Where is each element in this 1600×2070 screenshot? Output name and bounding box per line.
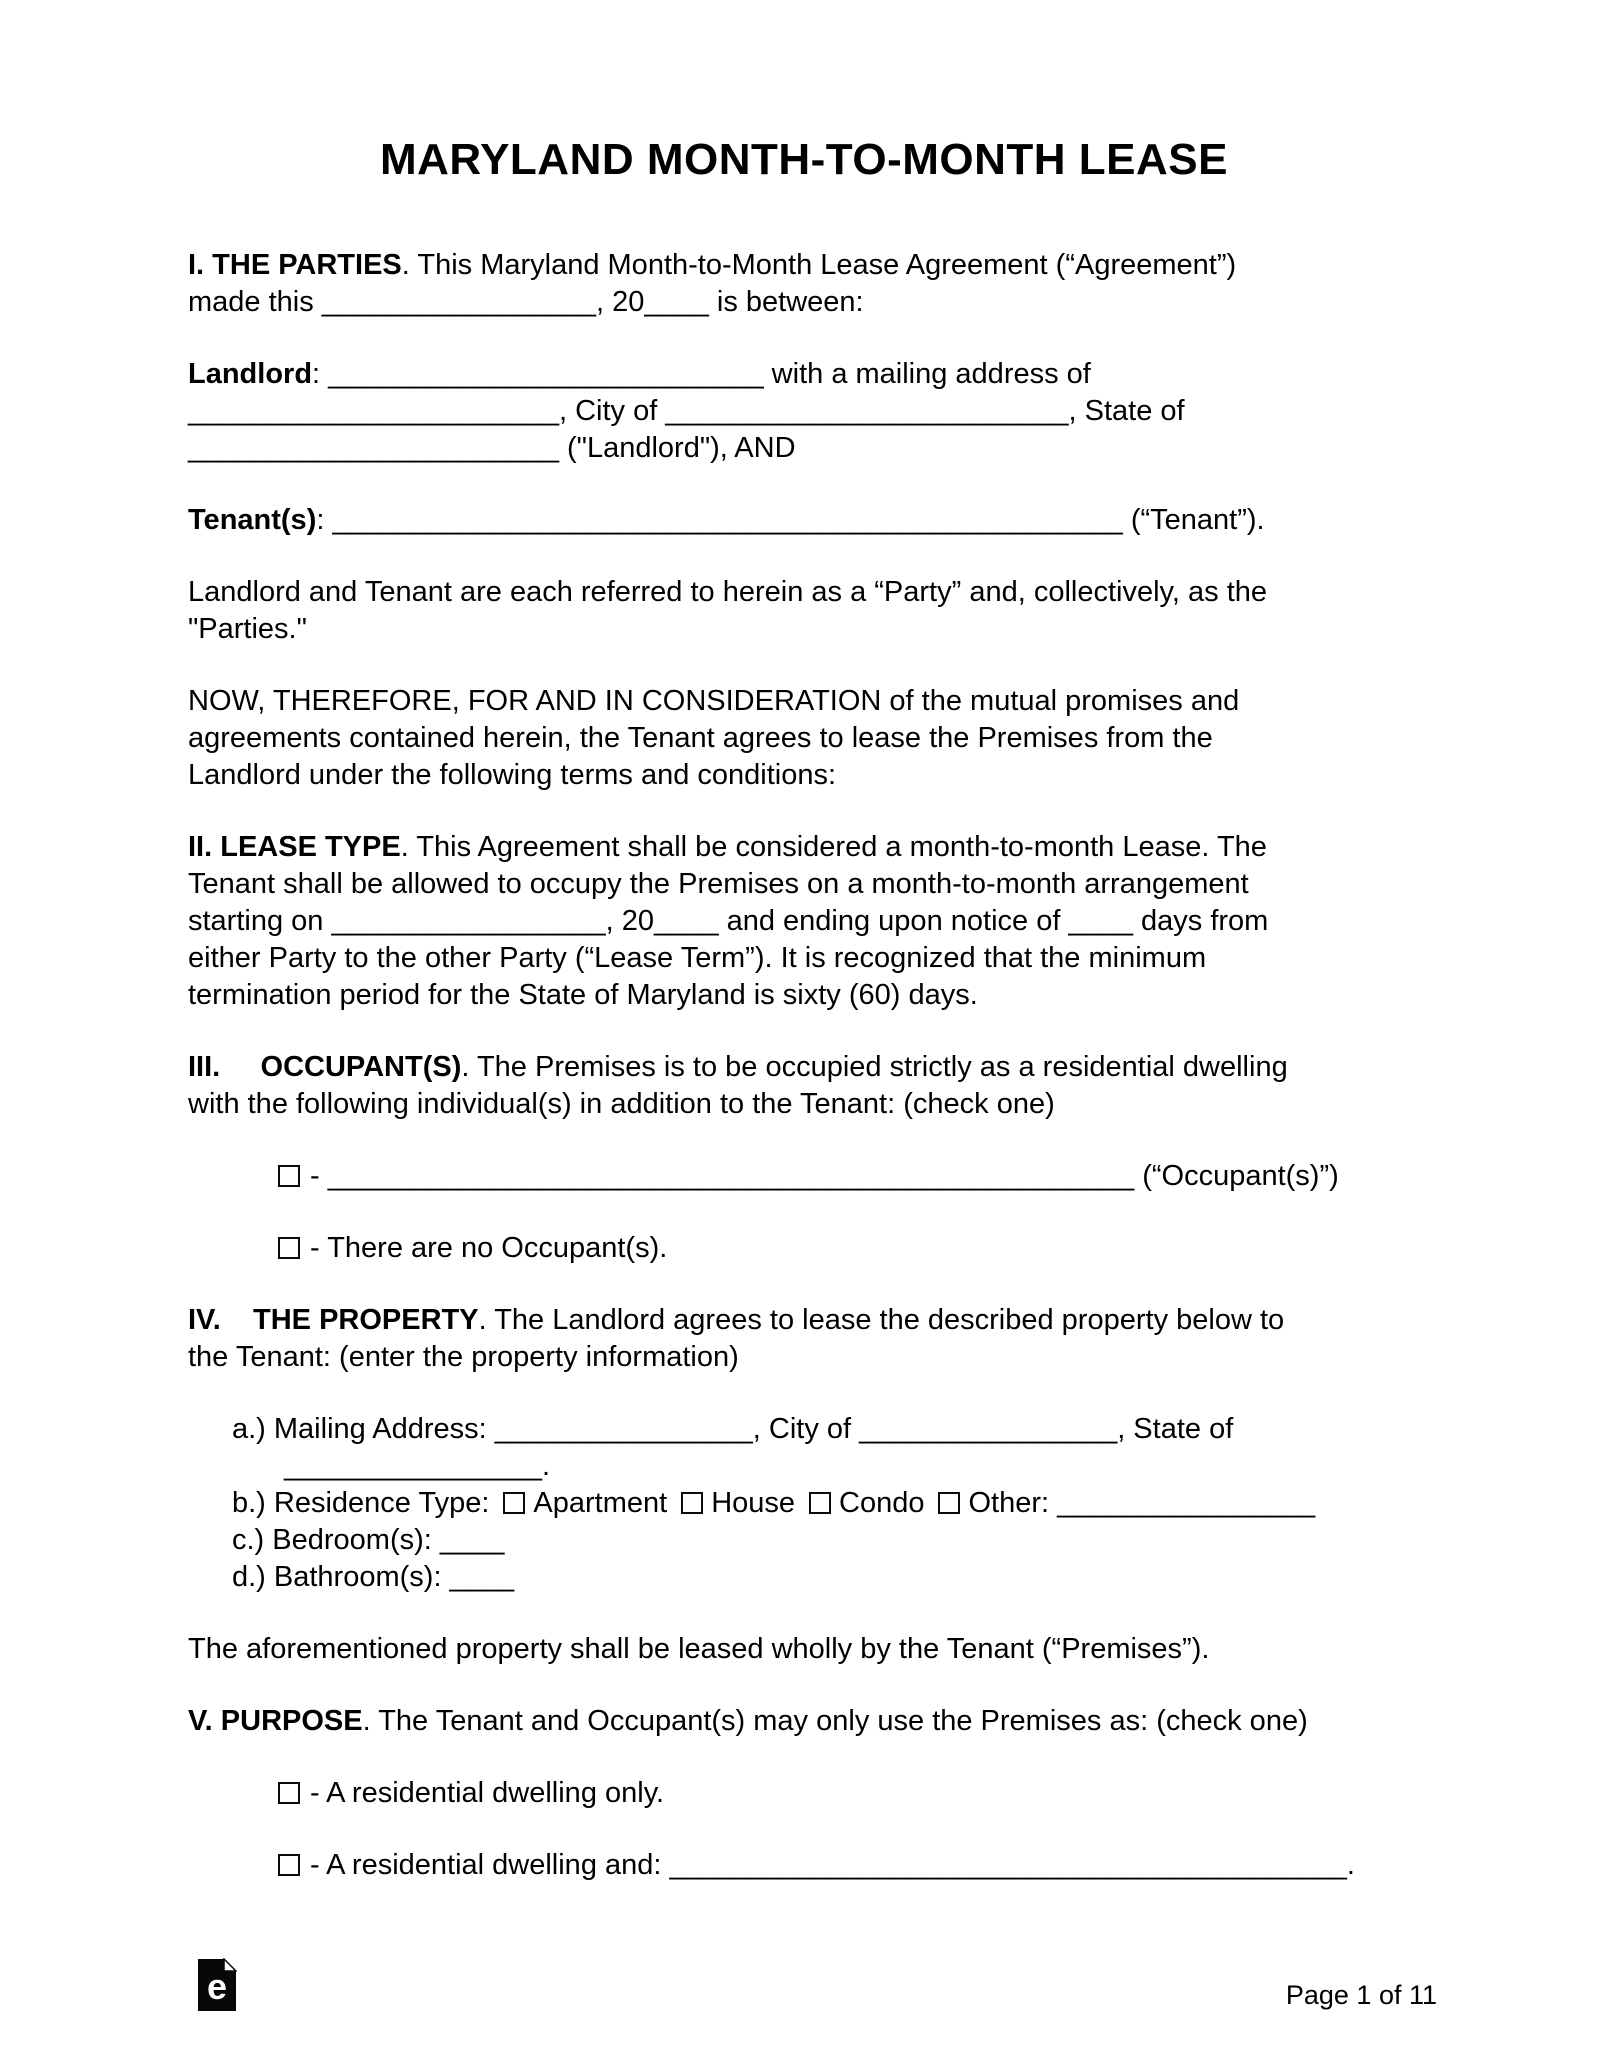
residential-and-checkbox[interactable] xyxy=(278,1854,300,1876)
residence-type-house-label: House xyxy=(711,1487,796,1519)
text-line: agreements contained herein, the Tenant agrees to lease the Premises from the xyxy=(188,722,1213,754)
section-heading: I. THE PARTIES xyxy=(188,249,402,281)
text-line: _______________________, City of _________________________, State of xyxy=(188,395,1185,427)
residential-and-text: - A residential dwelling and: __________________________________________. xyxy=(310,1849,1355,1881)
text-run: . This Maryland Month-to-Month Lease Agreement (“Agreement”) xyxy=(401,249,1237,281)
eforms-logo-icon xyxy=(197,1958,237,2012)
property-item-d: d.) Bathroom(s): ____ xyxy=(232,1561,515,1593)
property-item-a: a.) Mailing Address: ________________, City of ________________, State of xyxy=(232,1413,1234,1445)
parties-reference-paragraph xyxy=(188,574,1420,648)
section-heading: II. LEASE TYPE xyxy=(188,831,401,863)
residential-only-checkbox[interactable] xyxy=(278,1782,300,1804)
section-iv-the-property xyxy=(188,1302,1420,1376)
text-run: . The Tenant and Occupant(s) may only use the Premises as: (check one) xyxy=(362,1705,1308,1737)
section-v-purpose xyxy=(188,1703,1420,1740)
property-item-c: c.) Bedroom(s): ____ xyxy=(232,1524,505,1556)
no-occupants-text: - There are no Occupant(s). xyxy=(310,1232,668,1264)
text-line: Landlord under the following terms and conditions: xyxy=(188,759,837,791)
tenant-label: Tenant(s) xyxy=(188,504,317,536)
text-line: the Tenant: (enter the property information) xyxy=(188,1341,739,1373)
landlord-label: Landlord xyxy=(188,358,313,390)
section-heading: III. OCCUPANT(S) xyxy=(188,1051,462,1083)
residence-type-condo-label: Condo xyxy=(839,1487,925,1519)
text-line: NOW, THEREFORE, FOR AND IN CONSIDERATION of the mutual promises and xyxy=(188,685,1240,717)
text-line xyxy=(188,1703,1420,1740)
text-line: either Party to the other Party (“Lease Term”). It is recognized that the minimum xyxy=(188,942,1207,974)
text-line: made this _________________, 20____ is between: xyxy=(188,286,864,318)
property-item-b xyxy=(232,1485,1420,1522)
logo-letter: e xyxy=(207,1966,228,2007)
text-line xyxy=(188,1302,1420,1339)
text-run: . The Landlord agrees to lease the described property below to xyxy=(478,1304,1285,1336)
text-line xyxy=(188,356,1420,393)
text-run: : _________________________________________________ (“Tenant”). xyxy=(316,504,1265,536)
text-run: . This Agreement shall be considered a month-to-month Lease. The xyxy=(400,831,1267,863)
page-title: MARYLAND MONTH-TO-MONTH LEASE xyxy=(380,135,1228,184)
text-line: _______________________ ("Landlord"), AND xyxy=(188,432,796,464)
residence-type-apartment-label: Apartment xyxy=(533,1487,668,1519)
text-run: : ___________________________ with a mailing address of xyxy=(312,358,1091,390)
property-items xyxy=(232,1411,1420,1596)
section-i-the-parties xyxy=(188,247,1420,321)
residence-type-condo-checkbox[interactable] xyxy=(809,1492,831,1514)
text-line xyxy=(188,1049,1420,1086)
occupants-name-text: - __________________________________________________ (“Occupant(s)”) xyxy=(310,1160,1339,1192)
text-line: termination period for the State of Maryland is sixty (60) days. xyxy=(188,979,978,1011)
text-line: Tenant shall be allowed to occupy the Premises on a month-to-month arrangement xyxy=(188,868,1249,900)
property-item-a-continued: ________________. xyxy=(284,1450,551,1482)
residence-type-house-checkbox[interactable] xyxy=(681,1492,703,1514)
residential-only-text: - A residential dwelling only. xyxy=(310,1777,665,1809)
residence-type-label: b.) Residence Type: xyxy=(232,1487,490,1519)
occupants-name-option xyxy=(278,1158,1420,1195)
page-footer xyxy=(0,1958,1600,2012)
section-iii-occupants xyxy=(188,1049,1420,1123)
text-line: The aforementioned property shall be leased wholly by the Tenant (“Premises”). xyxy=(188,1633,1210,1665)
section-heading: IV. THE PROPERTY xyxy=(188,1304,479,1336)
residence-type-other-label: Other: ________________ xyxy=(968,1487,1316,1519)
text-line: "Parties." xyxy=(188,613,307,645)
text-line: starting on _________________, 20____ and ending upon notice of ____ days from xyxy=(188,905,1269,937)
section-ii-lease-type xyxy=(188,829,1420,1014)
no-occupants-checkbox[interactable] xyxy=(278,1237,300,1259)
landlord-paragraph xyxy=(188,356,1420,467)
text-line xyxy=(188,247,1420,284)
residential-only-option xyxy=(278,1775,1420,1812)
text-line: Landlord and Tenant are each referred to herein as a “Party” and, collectively, as the xyxy=(188,576,1268,608)
residence-type-apartment-checkbox[interactable] xyxy=(503,1492,525,1514)
occupants-name-checkbox[interactable] xyxy=(278,1165,300,1187)
text-run: . The Premises is to be occupied strictly as a residential dwelling xyxy=(461,1051,1288,1083)
residential-and-option xyxy=(278,1847,1420,1884)
no-occupants-option xyxy=(278,1230,1420,1267)
text-line xyxy=(188,829,1420,866)
page-number: Page 1 of 11 xyxy=(1285,1980,1437,2010)
premises-note xyxy=(188,1631,1420,1668)
residence-type-other-checkbox[interactable] xyxy=(938,1492,960,1514)
consideration-paragraph xyxy=(188,683,1420,794)
text-line: with the following individual(s) in addition to the Tenant: (check one) xyxy=(188,1088,1055,1120)
tenant-paragraph xyxy=(188,502,1420,539)
text-line xyxy=(188,502,1420,539)
section-heading: V. PURPOSE xyxy=(188,1705,363,1737)
